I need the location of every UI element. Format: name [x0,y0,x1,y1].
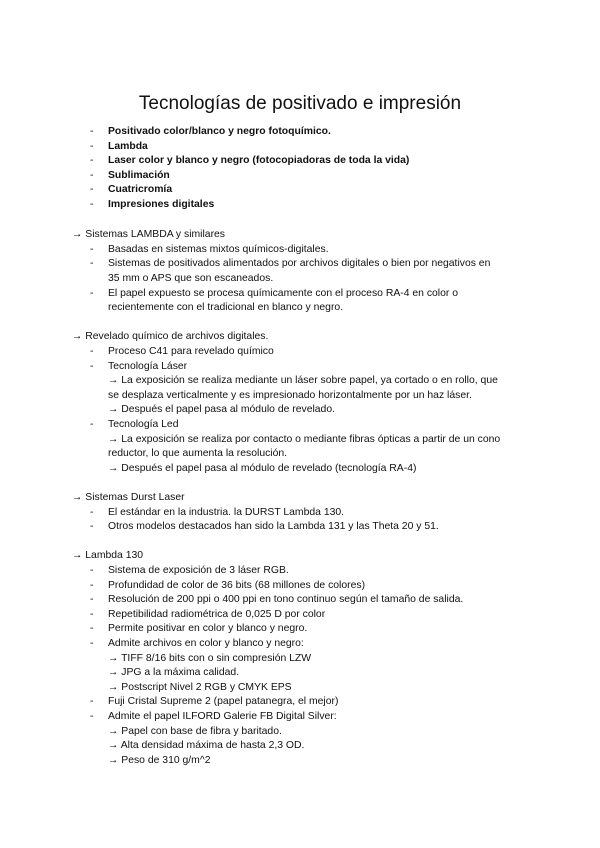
list-bullet: - [90,594,94,606]
list-bullet: - [90,696,94,708]
list-bullet: - [90,608,94,620]
list-item-line: Sistemas de positivados alimentados por archivos digitales o bien por negativos en [108,258,491,270]
list-bullet: - [90,155,94,167]
list-bullet: - [90,287,94,299]
list-item-line: Fuji Cristal Supreme 2 (papel patanegra, el mejor) [108,696,339,708]
list-bullet: - [90,184,94,196]
list-item-line: Proceso C41 para revelado químico [108,346,274,357]
list-bullet: - [90,623,94,635]
list-item-line: Sistema de exposición de 3 láser RGB. [108,565,289,576]
list-item-line: Basadas en sistemas mixtos químicos-digitales. [108,243,329,255]
list-bullet: - [90,638,94,649]
list-item-line: → Después el papel pasa al módulo de revelado (tecnología RA-4) [108,462,417,474]
list-item-line: Permite positivar en color y blanco y negro. [108,623,308,635]
intro-list-item: Sublimación [108,169,170,181]
list-bullet: - [90,565,94,576]
intro-list-item: Positivado color/blanco y negro fotoquímico. [108,126,331,137]
list-item-line: → Alta densidad máxima de hasta 2,3 OD. [108,740,305,752]
list-item-line: recientemente con el tradicional en blanco y negro. [108,302,344,314]
list-item-line: → Papel con base de fibra y baritado. [108,725,282,737]
list-bullet: - [90,506,94,518]
list-item-line: 35 mm o APS que son escaneados. [108,273,274,284]
list-bullet: - [90,169,94,181]
list-item-line: → TIFF 8/16 bits con o sin compresión LZW [108,652,312,664]
list-bullet: - [90,258,94,270]
list-item-line: → JPG a la máxima calidad. [108,667,240,679]
list-bullet: - [90,126,94,137]
list-item-line: Resolución de 200 ppi o 400 ppi en tono continuo según el tamaño de salida. [108,594,464,606]
section-heading: → Sistemas LAMBDA y similares [72,229,226,241]
list-bullet: - [90,521,94,533]
list-item-line: El papel expuesto se procesa químicamente con el proceso RA-4 en color o [108,287,459,299]
list-bullet: - [90,243,94,255]
intro-list-item: Laser color y blanco y negro (fotocopiadoras de toda la vida) [108,155,410,167]
list-item-line: Tecnología Led [108,419,179,430]
list-item-line: → La exposición se realiza por contacto o mediante fibras ópticas a partir de un cono [108,433,501,445]
list-item-line: → La exposición se realiza mediante un láser sobre papel, ya cortado o en rollo, que [108,375,498,387]
section-heading: → Sistemas Durst Laser [72,492,185,503]
list-item-line: → Postscript Nivel 2 RGB y CMYK EPS [108,681,292,693]
list-bullet: - [90,199,94,210]
page-title: Tecnologías de positivado e impresión [138,93,462,114]
list-item-line: El estándar en la industria. la DURST Lambda 130. [108,506,345,518]
list-item-line: Tecnología Láser [108,360,188,372]
intro-list-item: Cuatricromía [108,184,173,196]
list-bullet: - [90,346,94,357]
list-item-line: se desplaza verticalmente y es impresionado horizontalmente por un haz láser. [108,389,472,401]
list-bullet: - [90,711,94,722]
section-heading: → Lambda 130 [72,550,144,562]
list-bullet: - [90,140,94,152]
intro-list-item: Lambda [108,140,148,152]
list-item-line: Profundidad de color de 36 bits (68 millones de colores) [108,579,366,591]
list-item-line: Admite el papel ILFORD Galerie FB Digital Silver: [108,711,337,722]
list-item-line: → Después el papel pasa al módulo de revelado. [108,404,336,416]
section-heading: → Revelado químico de archivos digitales. [72,331,269,343]
list-item-line: Otros modelos destacados han sido la Lambda 131 y las Theta 20 y 51. [108,521,439,533]
list-item-line: Admite archivos en color y blanco y negro: [108,638,304,649]
list-item-line: reductor, lo que aumenta la resolución. [108,448,288,460]
list-bullet: - [90,419,94,430]
list-item-line: → Peso de 310 g/m^2 [108,754,211,766]
list-item-line: Repetibilidad radiométrica de 0,025 D por color [108,608,326,620]
list-bullet: - [90,579,94,591]
intro-list-item: Impresiones digitales [108,199,215,210]
list-bullet: - [90,360,94,372]
